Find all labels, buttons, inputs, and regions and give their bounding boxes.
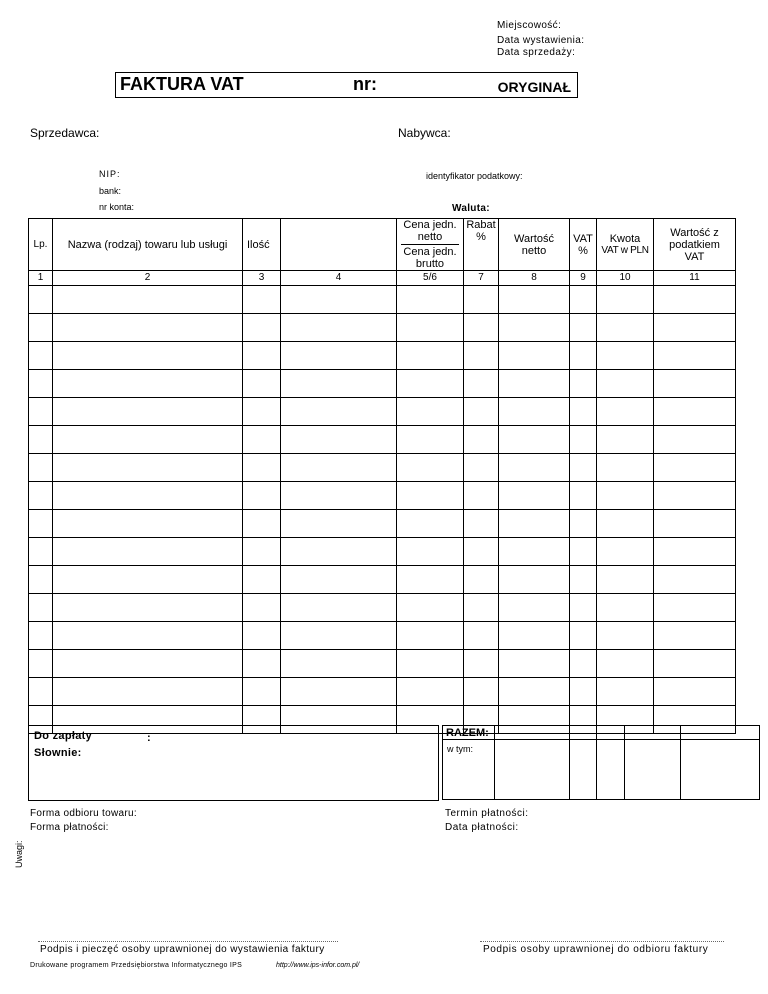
table-cell[interactable] bbox=[29, 678, 53, 706]
payment-summary-box bbox=[28, 725, 439, 801]
table-cell[interactable] bbox=[654, 594, 736, 622]
account-number-label: nr konta: bbox=[99, 202, 135, 212]
table-cell[interactable] bbox=[597, 314, 654, 342]
table-cell[interactable] bbox=[597, 398, 654, 426]
table-cell[interactable] bbox=[397, 454, 464, 482]
table-row bbox=[29, 342, 736, 370]
table-cell[interactable] bbox=[570, 286, 597, 314]
table-cell[interactable] bbox=[570, 342, 597, 370]
table-cell[interactable] bbox=[243, 370, 281, 398]
table-cell[interactable] bbox=[243, 342, 281, 370]
table-cell[interactable] bbox=[243, 566, 281, 594]
table-row bbox=[29, 454, 736, 482]
table-cell[interactable] bbox=[464, 370, 499, 398]
table-cell[interactable] bbox=[243, 454, 281, 482]
table-cell[interactable] bbox=[499, 370, 570, 398]
w-tym-label: w tym: bbox=[443, 740, 495, 800]
table-cell[interactable] bbox=[53, 370, 243, 398]
amount-due-colon: : bbox=[147, 732, 151, 744]
receiver-signature-line bbox=[480, 941, 724, 942]
table-cell[interactable] bbox=[243, 314, 281, 342]
totals-vat-amount-cell[interactable] bbox=[625, 726, 681, 740]
table-cell[interactable] bbox=[281, 538, 397, 566]
table-cell[interactable] bbox=[29, 482, 53, 510]
column-numbers-row bbox=[29, 271, 736, 286]
col-vat-amount-header bbox=[597, 219, 654, 271]
table-cell[interactable] bbox=[53, 566, 243, 594]
table-cell[interactable] bbox=[654, 678, 736, 706]
table-cell[interactable] bbox=[570, 314, 597, 342]
table-cell[interactable] bbox=[570, 678, 597, 706]
gross-value-line3: VAT bbox=[684, 250, 705, 263]
original-label: ORYGINAŁ bbox=[497, 79, 571, 95]
table-cell[interactable] bbox=[243, 426, 281, 454]
table-cell[interactable] bbox=[281, 510, 397, 538]
table-cell[interactable] bbox=[243, 538, 281, 566]
table-cell[interactable] bbox=[281, 650, 397, 678]
table-cell[interactable] bbox=[397, 342, 464, 370]
table-cell[interactable] bbox=[499, 398, 570, 426]
col-price-header bbox=[397, 219, 464, 271]
table-cell[interactable] bbox=[499, 594, 570, 622]
colnum-3: 3 bbox=[243, 271, 281, 286]
table-header-row bbox=[29, 219, 736, 271]
table-cell[interactable] bbox=[464, 594, 499, 622]
table-cell[interactable] bbox=[499, 482, 570, 510]
currency-label: Waluta: bbox=[452, 203, 490, 214]
table-cell[interactable] bbox=[397, 538, 464, 566]
table-cell[interactable] bbox=[397, 650, 464, 678]
colnum-1: 1 bbox=[29, 271, 53, 286]
vat-amount-line1: Kwota bbox=[609, 232, 641, 245]
table-cell[interactable] bbox=[654, 622, 736, 650]
totals-table bbox=[442, 725, 760, 800]
table-cell[interactable] bbox=[597, 650, 654, 678]
table-cell[interactable] bbox=[464, 566, 499, 594]
colnum-4: 4 bbox=[281, 271, 397, 286]
table-cell[interactable] bbox=[29, 370, 53, 398]
table-cell[interactable] bbox=[570, 482, 597, 510]
items-table bbox=[28, 218, 736, 734]
table-cell[interactable] bbox=[281, 286, 397, 314]
vat-amount-line2: VAT w PLN bbox=[601, 244, 649, 256]
table-cell[interactable] bbox=[53, 622, 243, 650]
data-sprzedazy-label: Data sprzedaży: bbox=[497, 47, 576, 58]
table-cell[interactable] bbox=[243, 482, 281, 510]
colnum-9: 10 bbox=[597, 271, 654, 286]
table-cell[interactable] bbox=[53, 538, 243, 566]
col-unit-header bbox=[281, 219, 397, 271]
table-cell[interactable] bbox=[464, 650, 499, 678]
table-cell[interactable] bbox=[570, 650, 597, 678]
receiver-signature-label: Podpis osoby uprawnionej do odbioru faktury bbox=[483, 944, 709, 955]
vat-rate-line2: % bbox=[578, 244, 588, 257]
table-cell[interactable] bbox=[281, 678, 397, 706]
breakdown-vat-amount-cell[interactable] bbox=[625, 740, 681, 800]
vat-rate-line1: VAT bbox=[573, 232, 593, 245]
table-cell[interactable] bbox=[53, 454, 243, 482]
table-cell[interactable] bbox=[53, 426, 243, 454]
invoice-number-label: nr: bbox=[353, 74, 377, 94]
totals-row bbox=[443, 726, 760, 740]
delivery-method-label: Forma odbioru towaru: bbox=[30, 808, 137, 819]
data-wystawienia-label: Data wystawienia: bbox=[497, 35, 585, 46]
table-cell[interactable] bbox=[499, 342, 570, 370]
table-cell[interactable] bbox=[397, 370, 464, 398]
table-cell[interactable] bbox=[243, 594, 281, 622]
table-cell[interactable] bbox=[570, 566, 597, 594]
col-name-header: Nazwa (rodzaj) towaru lub usługi bbox=[53, 219, 243, 271]
table-cell[interactable] bbox=[654, 482, 736, 510]
net-value-line1: Wartość bbox=[514, 232, 554, 245]
col-qty-header: Ilość bbox=[243, 219, 281, 271]
table-cell[interactable] bbox=[243, 650, 281, 678]
table-cell[interactable] bbox=[499, 314, 570, 342]
table-cell[interactable] bbox=[597, 538, 654, 566]
table-cell[interactable] bbox=[29, 594, 53, 622]
table-cell[interactable] bbox=[397, 566, 464, 594]
table-cell[interactable] bbox=[654, 538, 736, 566]
table-cell[interactable] bbox=[597, 482, 654, 510]
table-cell[interactable] bbox=[597, 454, 654, 482]
invoice-title-box bbox=[115, 72, 578, 98]
table-cell[interactable] bbox=[654, 426, 736, 454]
price-net-line1: Cena jedn. bbox=[403, 219, 457, 231]
table-row bbox=[29, 594, 736, 622]
col-net-value-header bbox=[499, 219, 570, 271]
table-row bbox=[29, 314, 736, 342]
table-cell[interactable] bbox=[597, 566, 654, 594]
table-cell[interactable] bbox=[654, 566, 736, 594]
invoice-title: FAKTURA VAT bbox=[120, 74, 244, 94]
payment-method-label: Forma płatności: bbox=[30, 822, 109, 833]
table-cell[interactable] bbox=[464, 510, 499, 538]
table-cell[interactable] bbox=[29, 314, 53, 342]
gross-value-line2: podatkiem bbox=[669, 238, 720, 251]
table-cell[interactable] bbox=[243, 622, 281, 650]
colnum-2: 2 bbox=[53, 271, 243, 286]
table-cell[interactable] bbox=[570, 594, 597, 622]
table-row bbox=[29, 426, 736, 454]
table-cell[interactable] bbox=[464, 398, 499, 426]
table-cell[interactable] bbox=[397, 594, 464, 622]
table-cell[interactable] bbox=[570, 510, 597, 538]
table-cell[interactable] bbox=[397, 482, 464, 510]
discount-line2: % bbox=[476, 231, 486, 243]
colnum-10: 11 bbox=[654, 271, 736, 286]
tax-id-label: identyfikator podatkowy: bbox=[426, 171, 523, 181]
breakdown-vat-cell-2[interactable] bbox=[597, 740, 625, 800]
table-cell[interactable] bbox=[281, 370, 397, 398]
table-cell[interactable] bbox=[499, 454, 570, 482]
table-cell[interactable] bbox=[29, 286, 53, 314]
price-divider bbox=[401, 244, 459, 245]
table-cell[interactable] bbox=[243, 398, 281, 426]
issuer-signature-line bbox=[38, 941, 338, 942]
razem-label: RAZEM: bbox=[443, 726, 495, 740]
table-cell[interactable] bbox=[654, 454, 736, 482]
printed-by-note: Drukowane programem Przedsiębiorstwa Informatycznego IPS bbox=[30, 962, 243, 969]
table-cell[interactable] bbox=[29, 342, 53, 370]
table-cell[interactable] bbox=[29, 538, 53, 566]
totals-gross-cell[interactable] bbox=[681, 726, 760, 740]
table-cell[interactable] bbox=[654, 650, 736, 678]
net-value-line2: netto bbox=[521, 244, 547, 257]
table-cell[interactable] bbox=[464, 426, 499, 454]
table-cell[interactable] bbox=[597, 286, 654, 314]
table-row bbox=[29, 678, 736, 706]
table-cell[interactable] bbox=[53, 510, 243, 538]
table-cell[interactable] bbox=[281, 454, 397, 482]
table-cell[interactable] bbox=[29, 566, 53, 594]
table-row bbox=[29, 538, 736, 566]
table-cell[interactable] bbox=[464, 454, 499, 482]
table-cell[interactable] bbox=[654, 370, 736, 398]
table-row bbox=[29, 370, 736, 398]
table-cell[interactable] bbox=[397, 314, 464, 342]
table-cell[interactable] bbox=[499, 650, 570, 678]
bank-label: bank: bbox=[99, 186, 122, 196]
table-cell[interactable] bbox=[570, 622, 597, 650]
buyer-label: Nabywca: bbox=[398, 126, 451, 140]
table-cell[interactable] bbox=[654, 286, 736, 314]
table-cell[interactable] bbox=[597, 426, 654, 454]
table-cell[interactable] bbox=[654, 314, 736, 342]
breakdown-gross-cell[interactable] bbox=[681, 740, 760, 800]
price-net-line2: netto bbox=[417, 231, 443, 243]
table-cell[interactable] bbox=[281, 398, 397, 426]
nip-label: NIP: bbox=[99, 169, 121, 179]
table-cell[interactable] bbox=[281, 622, 397, 650]
table-cell[interactable] bbox=[597, 370, 654, 398]
table-cell[interactable] bbox=[597, 342, 654, 370]
table-cell[interactable] bbox=[53, 342, 243, 370]
table-cell[interactable] bbox=[281, 566, 397, 594]
breakdown-row bbox=[443, 740, 760, 800]
colnum-5: 5/6 bbox=[397, 271, 464, 286]
table-cell[interactable] bbox=[499, 622, 570, 650]
miejscowosc-label: Miejscowość: bbox=[497, 20, 562, 31]
totals-net-cell[interactable] bbox=[495, 726, 570, 740]
table-cell[interactable] bbox=[597, 622, 654, 650]
table-cell[interactable] bbox=[654, 342, 736, 370]
issuer-signature-label: Podpis i pieczęć osoby uprawnionej do wystawienia faktury bbox=[40, 944, 325, 955]
table-cell[interactable] bbox=[53, 398, 243, 426]
table-cell[interactable] bbox=[597, 594, 654, 622]
payment-term-label: Termin płatności: bbox=[445, 808, 529, 819]
table-cell[interactable] bbox=[499, 678, 570, 706]
col-gross-value-header bbox=[654, 219, 736, 271]
totals-vat-rate-cell[interactable] bbox=[570, 726, 597, 740]
table-cell[interactable] bbox=[499, 510, 570, 538]
table-cell[interactable] bbox=[570, 398, 597, 426]
table-cell[interactable] bbox=[281, 426, 397, 454]
table-cell[interactable] bbox=[29, 622, 53, 650]
discount-line1: Rabat bbox=[466, 219, 496, 231]
amount-due-label: Do zapłaty bbox=[34, 730, 93, 742]
table-cell[interactable] bbox=[464, 314, 499, 342]
table-cell[interactable] bbox=[397, 622, 464, 650]
table-cell[interactable] bbox=[464, 286, 499, 314]
table-row bbox=[29, 286, 736, 314]
table-cell[interactable] bbox=[464, 622, 499, 650]
table-cell[interactable] bbox=[281, 482, 397, 510]
table-cell[interactable] bbox=[29, 454, 53, 482]
col-vat-rate-header bbox=[570, 219, 597, 271]
table-cell[interactable] bbox=[464, 482, 499, 510]
table-cell[interactable] bbox=[597, 510, 654, 538]
table-cell[interactable] bbox=[654, 510, 736, 538]
in-words-label: Słownie: bbox=[34, 747, 82, 759]
table-cell[interactable] bbox=[499, 538, 570, 566]
seller-label: Sprzedawca: bbox=[30, 126, 100, 140]
table-cell[interactable] bbox=[570, 454, 597, 482]
table-cell[interactable] bbox=[464, 342, 499, 370]
gross-value-line1: Wartość z bbox=[670, 226, 719, 239]
table-cell[interactable] bbox=[53, 314, 243, 342]
payment-date-label: Data płatności: bbox=[445, 822, 519, 833]
table-cell[interactable] bbox=[281, 314, 397, 342]
table-cell[interactable] bbox=[29, 426, 53, 454]
remarks-label: Uwagi: bbox=[14, 840, 24, 868]
totals-vat-rate-cell-2[interactable] bbox=[597, 726, 625, 740]
table-cell[interactable] bbox=[243, 286, 281, 314]
table-row bbox=[29, 510, 736, 538]
table-cell[interactable] bbox=[397, 426, 464, 454]
colnum-6: 7 bbox=[464, 271, 499, 286]
table-cell[interactable] bbox=[654, 398, 736, 426]
table-cell[interactable] bbox=[464, 538, 499, 566]
table-cell[interactable] bbox=[499, 426, 570, 454]
table-row bbox=[29, 482, 736, 510]
table-row bbox=[29, 650, 736, 678]
table-cell[interactable] bbox=[53, 594, 243, 622]
table-cell[interactable] bbox=[53, 482, 243, 510]
colnum-8: 9 bbox=[570, 271, 597, 286]
website-link[interactable]: http://www.ips-infor.com.pl/ bbox=[276, 962, 360, 969]
colnum-7: 8 bbox=[499, 271, 570, 286]
table-cell[interactable] bbox=[570, 426, 597, 454]
table-cell[interactable] bbox=[597, 678, 654, 706]
table-cell[interactable] bbox=[464, 678, 499, 706]
table-cell[interactable] bbox=[281, 342, 397, 370]
price-gross-line2: brutto bbox=[415, 258, 445, 270]
table-cell[interactable] bbox=[570, 370, 597, 398]
table-cell[interactable] bbox=[243, 510, 281, 538]
table-cell[interactable] bbox=[499, 286, 570, 314]
table-cell[interactable] bbox=[53, 678, 243, 706]
table-cell[interactable] bbox=[397, 510, 464, 538]
table-cell[interactable] bbox=[53, 286, 243, 314]
table-cell[interactable] bbox=[397, 398, 464, 426]
col-lp-header: Lp. bbox=[29, 219, 53, 271]
table-cell[interactable] bbox=[281, 594, 397, 622]
table-cell[interactable] bbox=[499, 566, 570, 594]
table-cell[interactable] bbox=[53, 650, 243, 678]
table-cell[interactable] bbox=[243, 678, 281, 706]
table-row bbox=[29, 566, 736, 594]
table-cell[interactable] bbox=[29, 510, 53, 538]
table-cell[interactable] bbox=[570, 538, 597, 566]
table-cell[interactable] bbox=[29, 398, 53, 426]
breakdown-net-cell[interactable] bbox=[495, 740, 570, 800]
table-row bbox=[29, 622, 736, 650]
col-discount-header bbox=[464, 219, 499, 271]
table-cell[interactable] bbox=[397, 678, 464, 706]
price-gross-line1: Cena jedn. bbox=[403, 246, 457, 258]
table-row bbox=[29, 398, 736, 426]
breakdown-vat-cell[interactable] bbox=[570, 740, 597, 800]
table-cell[interactable] bbox=[29, 650, 53, 678]
table-cell[interactable] bbox=[397, 286, 464, 314]
